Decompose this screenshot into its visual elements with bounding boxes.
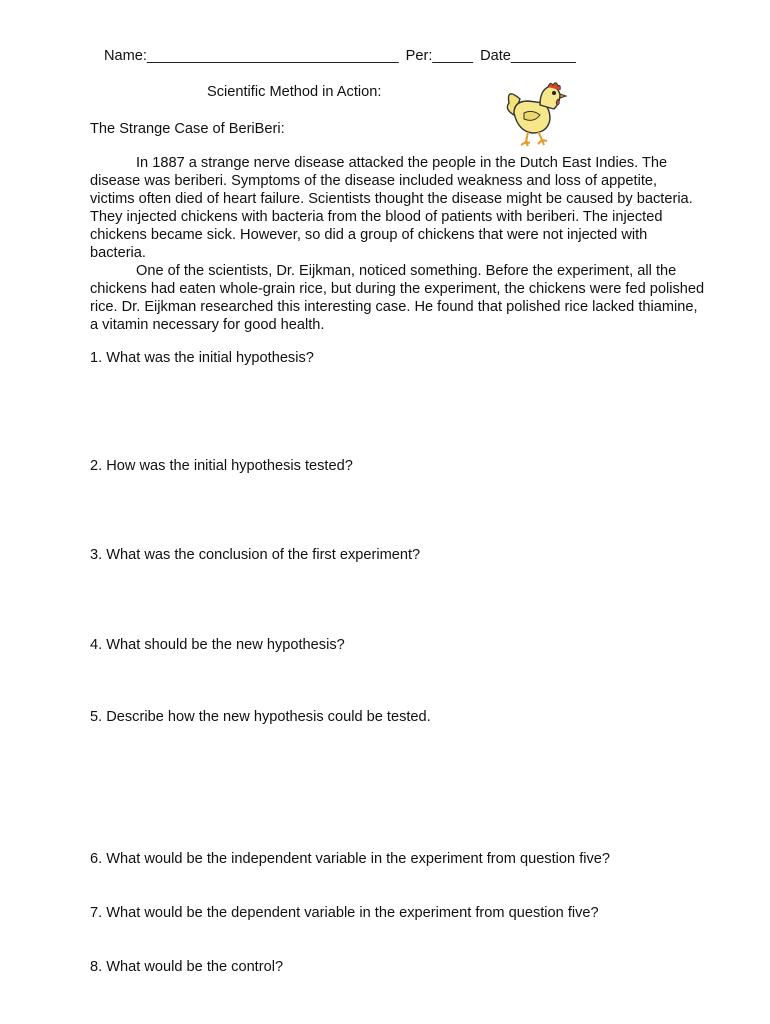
worksheet-title: Scientific Method in Action: (207, 84, 382, 100)
question-1: 1. What was the initial hypothesis? (90, 350, 314, 366)
question-2: 2. How was the initial hypothesis tested? (90, 458, 353, 474)
chicken-icon (500, 79, 574, 149)
name-field-label: Name:_______________________________ (104, 48, 399, 64)
passage-paragraph: One of the scientists, Dr. Eijkman, noticed something. Before the experiment, all the chickens had eaten whole-grain rice, but during the experiment, the chickens were fed polished rice. Dr. Eijkman researched this interesting case. He found that polished rice lacked thiamine, a vitamin necessary for good health. (90, 263, 705, 333)
date-field-label: Date________ (480, 48, 576, 64)
case-subtitle: The Strange Case of BeriBeri: (90, 121, 285, 137)
passage-paragraph: In 1887 a strange nerve disease attacked the people in the Dutch East Indies. The disease was beriberi. Symptoms of the disease included weakness and loss of appetite, victims often died of heart failure. Scientists thought the disease might be caused by bacteria. They injected chickens with bacteria from the blood of patients with beriberi. The injected chickens became sick. However, so did a group of chickens that were not injected with bacteria. (90, 155, 693, 261)
question-3: 3. What was the conclusion of the first experiment? (90, 547, 421, 563)
case-passage (90, 154, 705, 334)
period-field-label: Per:_____ (405, 48, 474, 64)
question-6: 6. What would be the independent variable in the experiment from question five? (90, 851, 611, 867)
question-5: 5. Describe how the new hypothesis could be tested. (90, 709, 431, 725)
question-4: 4. What should be the new hypothesis? (90, 637, 345, 653)
question-8: 8. What would be the control? (90, 959, 284, 975)
question-7: 7. What would be the dependent variable in the experiment from question five? (90, 905, 599, 921)
